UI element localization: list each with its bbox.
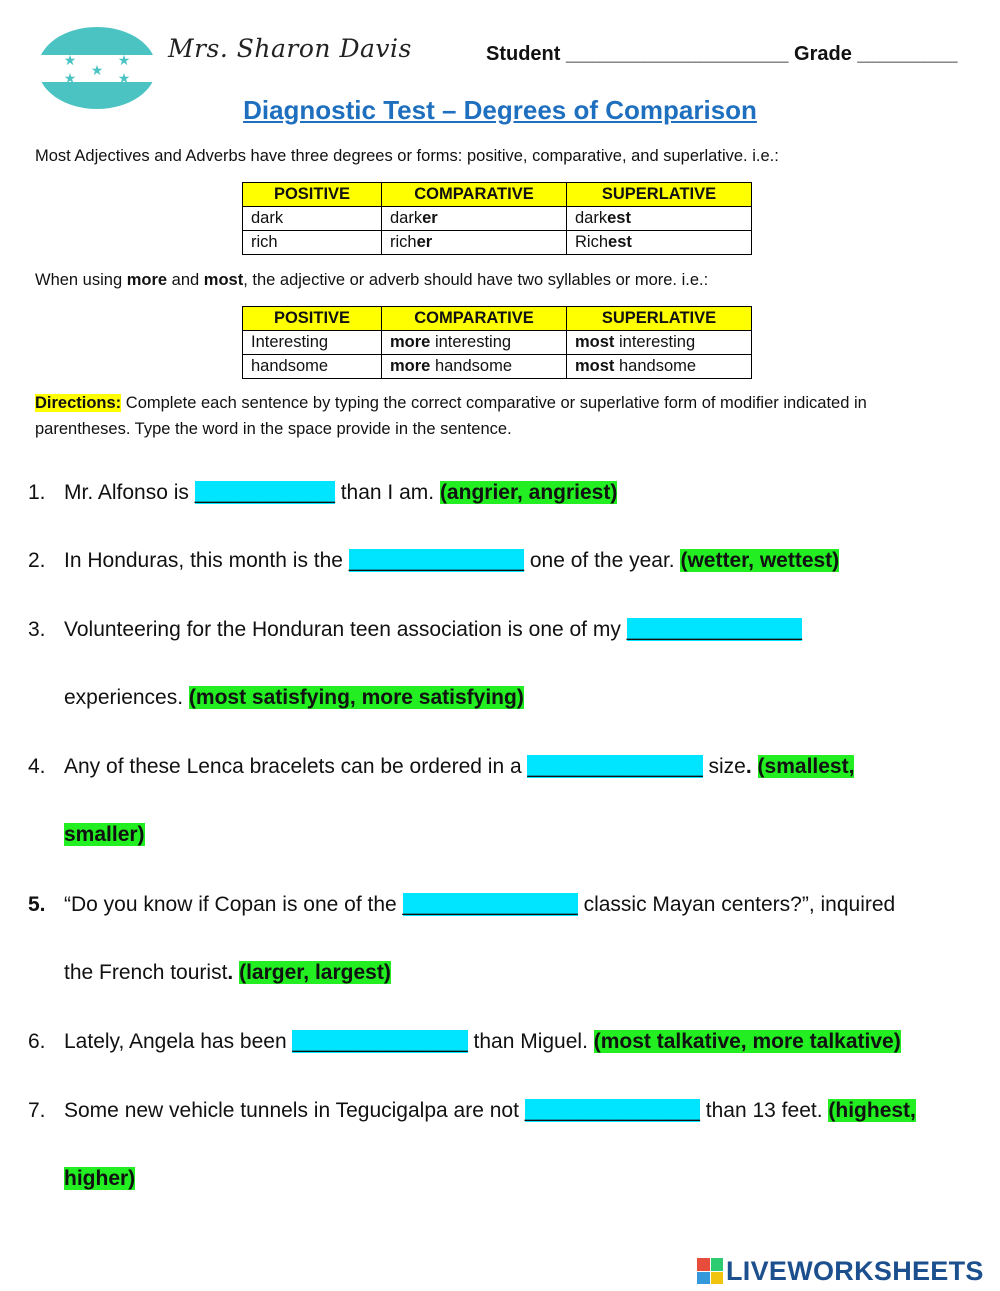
more-most-text: When using more and most, the adjective or adverb should have two syllables or more. i.e.: <box>35 271 709 289</box>
answer-blank-5[interactable]: _______________ <box>402 893 578 916</box>
answer-blank-4[interactable]: _______________ <box>527 755 703 778</box>
brand-text: LIVEWORKSHEETS <box>726 1255 984 1286</box>
svg-text:★: ★ <box>117 53 131 69</box>
table-cell: most interesting <box>567 331 752 355</box>
svg-text:★: ★ <box>90 63 104 79</box>
hint-4-continued: smaller) <box>64 823 145 846</box>
question-7: 7. Some new vehicle tunnels in Tegucigalpa are not _______________ than 13 feet. (highest, <box>28 1099 916 1122</box>
page-title: Diagnostic Test – Degrees of Comparison <box>243 95 757 125</box>
table-cell: dark <box>243 207 382 231</box>
question-2: 2. In Honduras, this month is the _______________ one of the year. (wetter, wettest) <box>28 549 840 572</box>
hint-4: (smallest, <box>757 755 855 778</box>
student-grade-line: Student ____________________ Grade _________ <box>486 43 958 65</box>
question-4: 4. Any of these Lenca bracelets can be ordered in a _______________ size. (smallest, <box>28 755 855 778</box>
table-cell: rich <box>243 231 382 255</box>
question-1: 1. Mr. Alfonso is ____________ than I am. (angrier, angriest) <box>28 481 618 504</box>
question-4-continued <box>64 823 145 847</box>
directions-label: Directions: <box>35 394 122 412</box>
hint-3: (most satisfying, more satisfying) <box>188 686 524 709</box>
table-cell: richer <box>382 231 567 255</box>
table-cell: Richest <box>567 231 752 255</box>
answer-blank-7[interactable]: _______________ <box>524 1099 700 1122</box>
table-header: POSITIVE <box>243 183 382 207</box>
answer-blank-2[interactable]: _______________ <box>348 549 525 572</box>
hint-1: (angrier, angriest) <box>439 481 618 504</box>
question-7-continued <box>64 1167 135 1191</box>
table-cell: darkest <box>567 207 752 231</box>
question-6: 6. Lately, Angela has been _______________ than Miguel. (most talkative, more talkative) <box>28 1030 901 1053</box>
degrees-table-more-most <box>242 306 752 379</box>
table-row <box>243 207 752 231</box>
svg-text:★: ★ <box>63 71 77 87</box>
table-header: COMPARATIVE <box>382 183 567 207</box>
table-header: SUPERLATIVE <box>567 183 752 207</box>
table-row <box>243 231 752 255</box>
hint-7: (highest, <box>828 1099 916 1122</box>
question-3-continued: experiences. (most satisfying, more satisfying) <box>64 686 524 709</box>
table-cell: handsome <box>243 355 382 379</box>
answer-blank-6[interactable]: _______________ <box>292 1030 468 1053</box>
question-5: 5. “Do you know if Copan is one of the _______________ classic Mayan centers?”, inquired <box>28 893 896 916</box>
table-row <box>243 355 752 379</box>
answer-blank-3[interactable]: _______________ <box>626 618 802 641</box>
liveworksheets-mark-icon <box>697 1258 723 1284</box>
svg-text:★: ★ <box>117 71 131 87</box>
question-5-continued: the French tourist. (larger, largest) <box>64 961 391 984</box>
table-cell: most handsome <box>567 355 752 379</box>
table-cell: Interesting <box>243 331 382 355</box>
table-header: SUPERLATIVE <box>567 307 752 331</box>
intro-text: Most Adjectives and Adverbs have three degrees or forms: positive, comparative, and superlative. i.e.: <box>35 147 779 165</box>
table-cell: darker <box>382 207 567 231</box>
liveworksheets-logo <box>697 1254 984 1288</box>
table-cell: more handsome <box>382 355 567 379</box>
table-cell: more interesting <box>382 331 567 355</box>
question-3: 3. Volunteering for the Honduran teen association is one of my _______________ <box>28 618 802 641</box>
hint-5: (larger, largest) <box>239 961 391 984</box>
answer-blank-1[interactable]: ____________ <box>194 481 335 504</box>
hint-6: (most talkative, more talkative) <box>593 1030 901 1053</box>
hint-2: (wetter, wettest) <box>680 549 840 572</box>
directions: Directions: Complete each sentence by typing the correct comparative or superlative form of modifier indicated in parentheses. Type the word in the space provide in the sentence. <box>35 394 867 438</box>
table-header: POSITIVE <box>243 307 382 331</box>
svg-text:★: ★ <box>63 53 77 69</box>
table-header: COMPARATIVE <box>382 307 567 331</box>
degrees-table-basic <box>242 182 752 255</box>
hint-7-continued: higher) <box>64 1167 136 1190</box>
teacher-name: Mrs. Sharon Davis <box>168 34 412 63</box>
table-row <box>243 331 752 355</box>
